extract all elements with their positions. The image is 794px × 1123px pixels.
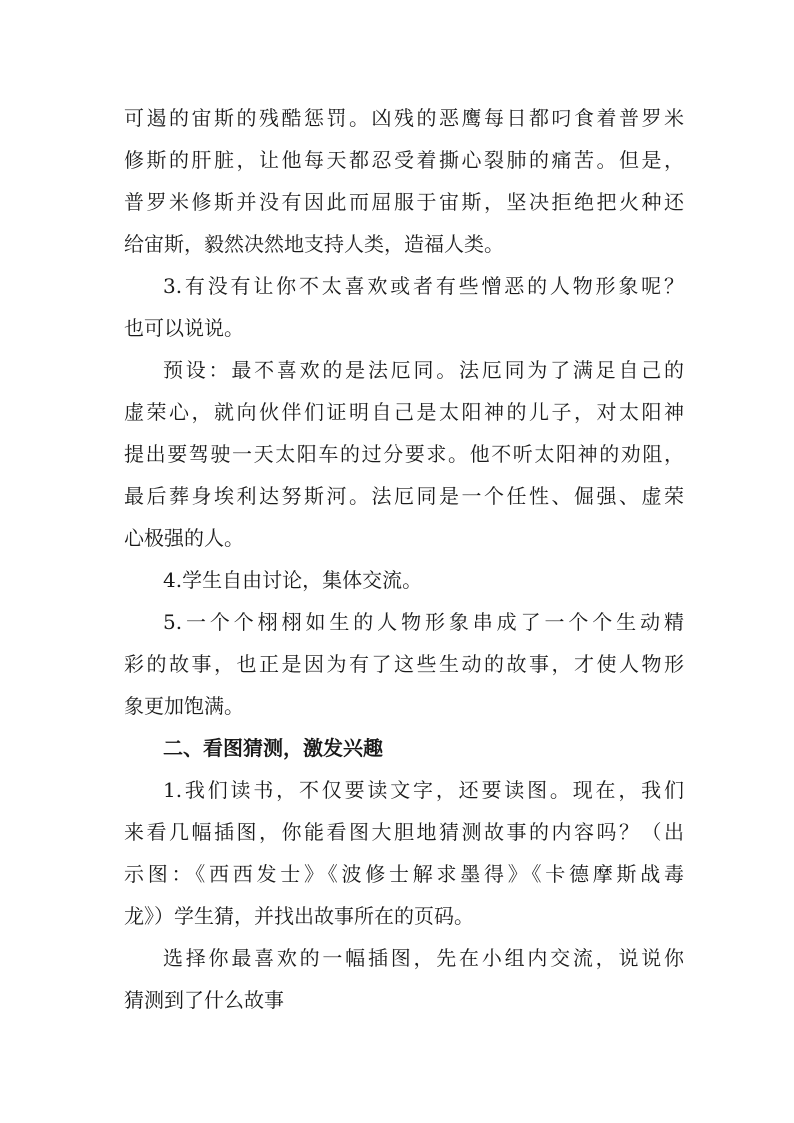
text-line: 选择你最喜欢的一幅插图，先在小组内交流，说说你	[163, 946, 684, 970]
text-line: 最后葬身埃利达努斯河。法厄同是一个任性、倔强、虚荣	[124, 484, 684, 508]
text-line: 虚荣心，就向伙伴们证明自己是太阳神的儿子，对太阳神	[124, 400, 684, 424]
text-line: 也可以说说。	[124, 316, 244, 340]
text-line: 修斯的肝脏，让他每天都忍受着撕心裂肺的痛苦。但是，	[124, 148, 684, 172]
text-line: 给宙斯，毅然决然地支持人类，造福人类。	[124, 232, 504, 256]
text-line: 来看几幅插图，你能看图大胆地猜测故事的内容吗？（出	[124, 820, 684, 844]
section-heading: 二、看图猜测，激发兴趣	[163, 736, 383, 760]
text-line: 龙》）学生猜，并找出故事所在的页码。	[124, 904, 474, 928]
text-line: 象更加饱满。	[124, 694, 244, 718]
text-line: 4.学生自由讨论，集体交流。	[163, 568, 423, 592]
text-line: 3.有没有让你不太喜欢或者有些憎恶的人物形象呢？	[163, 274, 684, 298]
text-line: 提出要驾驶一天太阳车的过分要求。他不听太阳神的劝阻，	[124, 442, 684, 466]
text-line: 1.我们读书，不仅要读文字，还要读图。现在，我们	[163, 778, 684, 802]
text-line: 普罗米修斯并没有因此而屈服于宙斯，坚决拒绝把火种还	[124, 190, 684, 214]
text-line: 彩的故事，也正是因为有了这些生动的故事，才使人物形	[124, 652, 684, 676]
text-line: 心极强的人。	[124, 526, 244, 550]
text-line: 可遏的宙斯的残酷惩罚。凶残的恶鹰每日都叼食着普罗米	[124, 106, 684, 130]
text-line: 示图：《西西发士》《波修士解求墨得》《卡德摩斯战毒	[124, 862, 684, 886]
text-line: 5.一个个栩栩如生的人物形象串成了一个个生动精	[163, 610, 684, 634]
text-line: 预设：最不喜欢的是法厄同。法厄同为了满足自己的	[163, 358, 684, 382]
text-line: 猜测到了什么故事	[124, 988, 284, 1012]
